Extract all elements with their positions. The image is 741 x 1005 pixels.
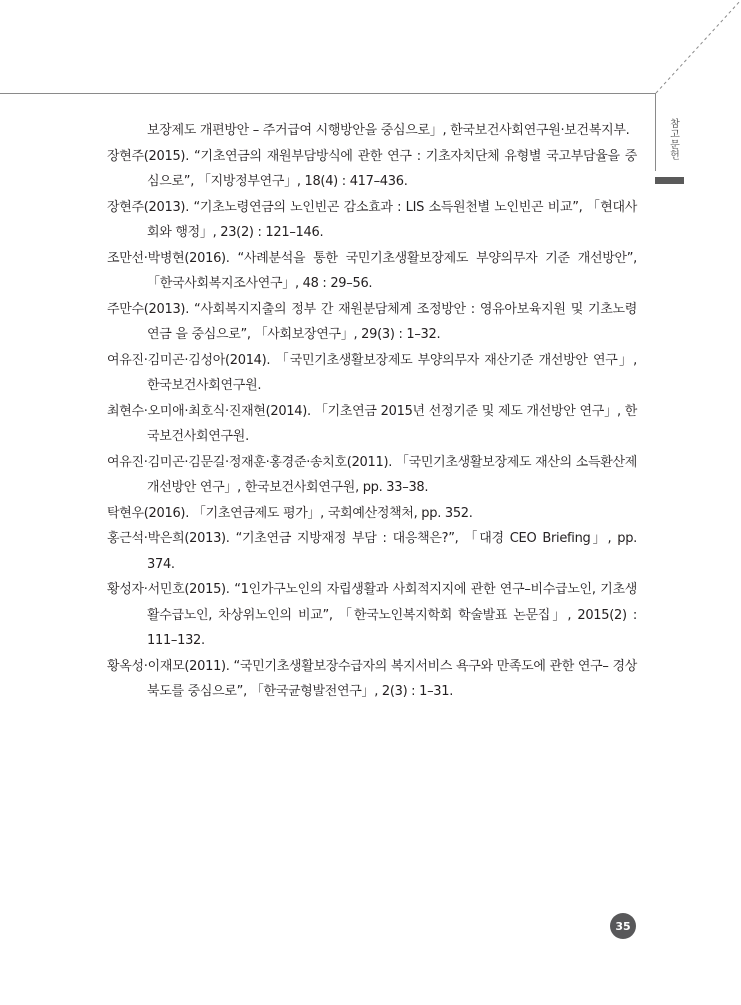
side-tab-border [655,93,656,171]
reference-entry: 보장제도 개편방안 – 주거급여 시행방안을 중심으로」, 한국보건사회연구원·보건복지부. [147,123,630,138]
reference-entry: 주만수(2013). “사회복지지출의 정부 간 재원분담체계 조정방안 : 영유아보육지원 및 기초노령연금 을 중심으로”, 「사회보장연구」, 29(3) : 1–32. [107,301,637,342]
section-tab [659,118,687,178]
reference-entry: 조만선·박병현(2016). “사례분석을 통한 국민기초생활보장제도 부양의무자 기준 개선방안”, 「한국사회복지조사연구」, 48 : 29–56. [107,250,637,291]
corner-decoration [640,0,741,100]
reference-entry: 여유진·김미곤·김성아(2014). 「국민기초생활보장제도 부양의무자 재산기준 개선방안 연구」, 한국보건사회연구원. [107,352,637,393]
reference-entry: 최현수·오미애·최호식·진재현(2014). 「기초연금 2015년 선정기준 및 제도 개선방안 연구」, 한국보건사회연구원. [107,403,637,444]
reference-entry: 장현주(2015). “기초연금의 재원부담방식에 관한 연구 : 기초자치단체 유형별 국고부담율을 중심으로”, 「지방정부연구」, 18(4) : 417–436. [107,148,637,189]
reference-entry: 여유진·김미곤·김문길·정재훈·홍경준·송치호(2011). 「국민기초생활보장제도 재산의 소득환산제 개선방안 연구」, 한국보건사회연구원, pp. 33–38. [107,454,637,495]
section-tab-bar [655,177,684,184]
reference-entry: 장현주(2013). “기초노령연금의 노인빈곤 감소효과 : LIS 소득원천별 노인빈곤 비교”, 「현대사회와 행정」, 23(2) : 121–146. [107,199,637,240]
page-number: 35 [610,913,636,939]
section-tab-label: 참고문헌 [667,118,679,160]
reference-entry: 홍근석·박은희(2013). “기초연금 지방재정 부담 : 대응책은?”, 「대경 CEO Briefing」, pp. 374. [107,531,637,572]
reference-list [107,118,637,705]
reference-entry: 황성자·서민호(2015). “1인가구노인의 자립생활과 사회적지지에 관한 연구–비수급노인, 기초생활수급노인, 차상위노인의 비교”, 「한국노인복지학회 학술발표 논문집」, 2015(2) : 111–132. [107,582,637,648]
reference-entry: 탁현우(2016). 「기초연금제도 평가」, 국회예산정책처, pp. 352. [107,505,473,521]
reference-entry: 황옥성·이재모(2011). “국민기초생활보장수급자의 복지서비스 욕구와 만족도에 관한 연구– 경상북도를 중심으로”, 「한국균형발전연구」, 2(3) : 1–31. [107,658,637,699]
header-rule [0,93,656,94]
